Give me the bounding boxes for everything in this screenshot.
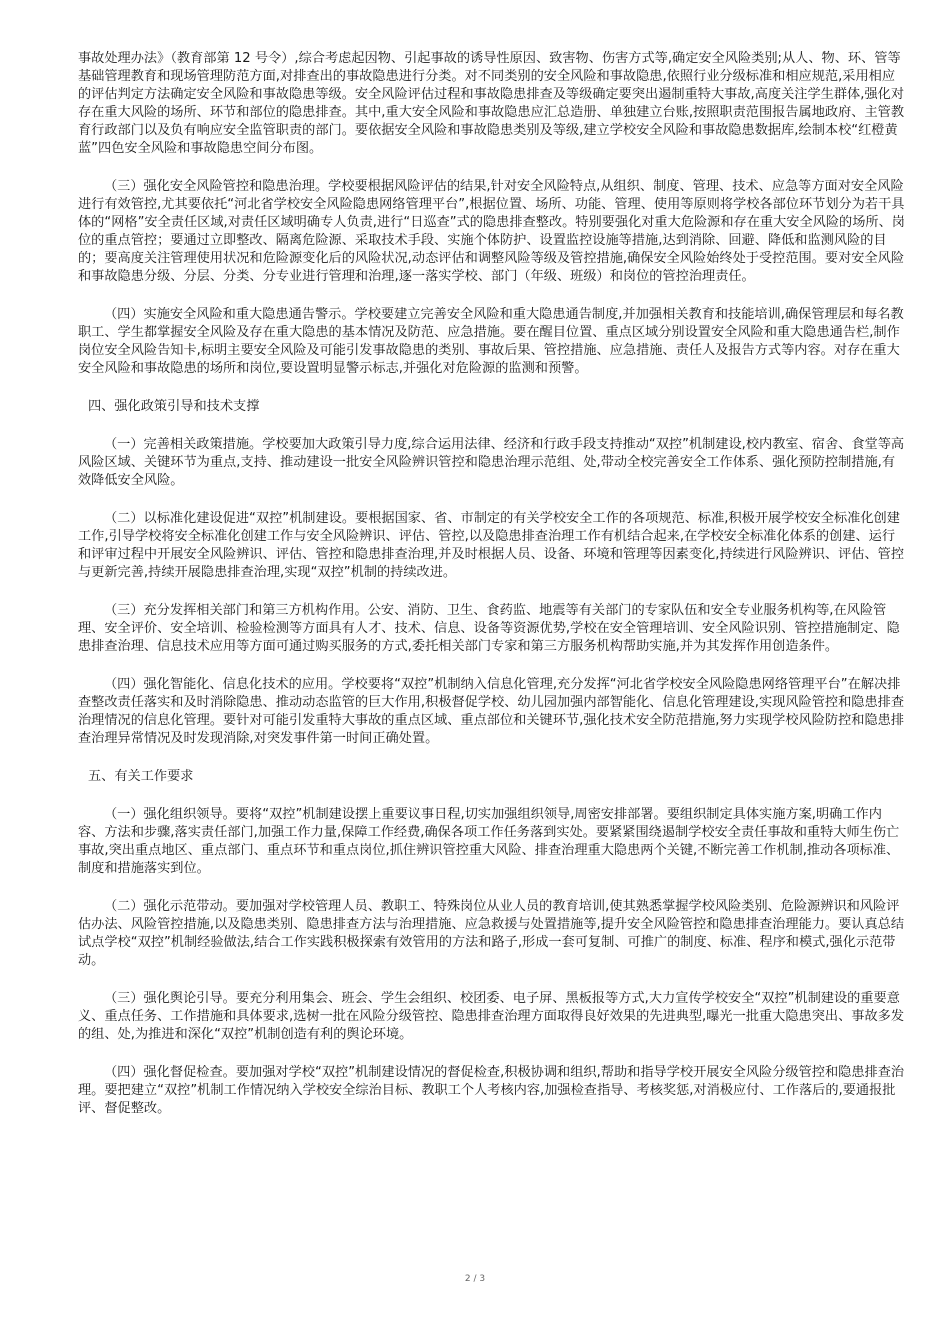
paragraph-4: （一）完善相关政策措施。学校要加大政策引导力度,综合运用法律、经济和行政手段支持推动“双控”机制建设,校内教室、宿舍、食堂等高风险区域、关键环节为重点,支持、推动建设一批安全风险辨识管控和隐患治理示范组、处,带动全校完善安全工作体系、强化预防控制措施,有效降低安全风险。 bbox=[78, 437, 905, 488]
paragraph-0: 事故处理办法》（教育部第 12 号令）,综合考虑起因物、引起事故的诱导性原因、致害物、伤害方式等,确定安全风险类别;从人、物、环、管等基础管理教育和现场管理防范方面,对排查出的事故隐患进行分类。对不同类别的安全风险和事故隐患,依照行业分级标准和相应规范,采用相应的评估判定方法确定安全风险和事故隐患等级。安全风险评估过程和事故隐患排查及等级确定要突出遏制重特大事故,高度关注学生群体,强化对存在重大风险的场所、环节和部位的隐患排查。其中,重大安全风险和事故隐患应汇总造册、单独建立台账,按照职责范围报告属地政府、主管教育行政部门以及负有响应安全监管职责的部门。要依据安全风险和事故隐患类别及等级,建立学校安全风险和事故隐患数据库,绘制本校“红橙黄蓝”四色安全风险和事故隐患空间分布图。 bbox=[78, 51, 905, 156]
paragraph-12: （四）强化督促检查。要加强对学校“双控”机制建设情况的督促检查,积极协调和组织,帮助和指导学校开展安全风险分级管控和隐患排查治理。要把建立“双控”机制工作情况纳入学校安全综治目标、教职工个人考核内容,加强检查指导、考核奖惩,对消极应付、工作落后的,要通报批评、督促整改。 bbox=[78, 1065, 905, 1116]
section-heading-5: 五、有关工作要求 bbox=[88, 769, 194, 784]
paragraph-6: （三）充分发挥相关部门和第三方机构作用。公安、消防、卫生、食药监、地震等有关部门的专家队伍和安全专业服务机构等,在风险管理、安全评价、安全培训、检验检测等方面具有人才、技术、信息、设备等资源优势,学校在安全管理培训、安全风险识别、管控措施制定、隐患排查治理、信息技术应用等方面可通过购买服务的方式,委托相关部门专家和第三方服务机构帮助实施,并为其发挥作用创造条件。 bbox=[78, 603, 900, 654]
paragraph-1: （三）强化安全风险管控和隐患治理。学校要根据风险评估的结果,针对安全风险特点,从组织、制度、管理、技术、应急等方面对安全风险进行有效管控,尤其要依托“河北省学校安全风险隐患网络管理平台”,根据位置、场所、功能、管理、使用等原则将学校各部位环节划分为若干具体的“网格”安全责任区域,对责任区域明确专人负责,进行“日巡查”式的隐患排查整改。特别要强化对重大危险源和存在重大安全风险的场所、岗位的重点管控；要通过立即整改、隔离危险源、采取技术手段、实施个体防护、设置监控设施等措施,达到消除、回避、降低和监测风险的目的；要高度关注管理使用状况和危险源变化后的风险状况,动态评估和调整风险等级及管控措施,确保安全风险始终处于受控范围。要对安全风险和事故隐患分级、分层、分类、分专业进行管理和治理,逐一落实学校、部门（年级、班级）和岗位的管控治理责任。 bbox=[78, 179, 905, 284]
paragraph-7: （四）强化智能化、信息化技术的应用。学校要将“双控”机制纳入信息化管理,充分发挥“河北省学校安全风险隐患网络管理平台”在解决排查整改责任落实和及时消除隐患、推动动态监管的巨大作用,积极督促学校、幼儿园加强内部智能化、信息化管理建设,实现风险管控和隐患排查治理情况的信息化管理。要针对可能引发重特大事故的重点区域、重点部位和关键环节,强化技术安全防范措施,努力实现学校风险防控和隐患排查治理异常情况及时发现消除,对突发事件第一时间正确处置。 bbox=[78, 677, 905, 746]
document-page bbox=[78, 50, 908, 1138]
paragraph-2: （四）实施安全风险和重大隐患通告警示。学校要建立完善安全风险和重大隐患通告制度,并加强相关教育和技能培训,确保管理层和每名教职工、学生都掌握安全风险及存在重大隐患的基本情况及防范、应急措施。要在醒目位置、重点区域分别设置安全风险和重大隐患通告栏,制作岗位安全风险告知卡,标明主要安全风险及可能引发事故隐患的类别、事故后果、管控措施、应急措施、责任人及报告方式等内容。对存在重大安全风险和事故隐患的场所和岗位,要设置明显警示标志,并强化对危险源的监测和预警。 bbox=[78, 307, 904, 376]
paragraph-9: （一）强化组织领导。要将“双控”机制建设摆上重要议事日程,切实加强组织领导,周密安排部署。要组织制定具体实施方案,明确工作内容、方法和步骤,落实责任部门,加强工作力量,保障工作经费,确保各项工作任务落到实处。要紧紧围绕遏制学校安全责任事故和重特大师生伤亡事故,突出重点地区、重点部门、重点环节和重点岗位,抓住辨识管控重大风险、排查治理重大隐患两个关键,不断完善工作机制,推动各项标准、制度和措施落实到位。 bbox=[78, 807, 900, 876]
paragraph-11: （三）强化舆论引导。要充分利用集会、班会、学生会组织、校团委、电子屏、黑板报等方式,大力宣传学校安全“双控”机制建设的重要意义、重点任务、工作措施和具体要求,选树一批在风险分级管控、隐患排查治理方面取得良好效果的先进典型,曝光一批重大隐患突出、事故多发的组、处,为推进和深化“双控”机制创造有利的舆论环境。 bbox=[78, 991, 905, 1042]
paragraph-5: （二）以标准化建设促进“双控”机制建设。要根据国家、省、市制定的有关学校安全工作的各项规范、标准,积极开展学校安全标准化创建工作,引导学校将安全标准化创建工作与安全风险辨识、评估、管控,以及隐患排查治理工作有机结合起来,在学校安全标准化体系的创建、运行和评审过程中开展安全风险辨识、评估、管控和隐患排查治理,并及时根据人员、设备、环境和管理等因素变化,持续进行风险辨识、评估、管控与更新完善,持续开展隐患排查治理,实现“双控”机制的持续改进。 bbox=[78, 511, 905, 580]
paragraph-10: （二）强化示范带动。要加强对学校管理人员、教职工、特殊岗位从业人员的教育培训,使其熟悉掌握学校风险类别、危险源辨识和风险评估办法、风险管控措施,以及隐患类别、隐患排查方法与治理措施、应急救援与处置措施等,提升安全风险管控和隐患排查治理能力。要认真总结试点学校“双控”机制经验做法,结合工作实践积极探索有效管用的方法和路子,形成一套可复制、可推广的制度、标准、程序和模式,强化示范带动。 bbox=[78, 899, 905, 968]
page-number: 2 / 3 bbox=[464, 1274, 486, 1284]
section-heading-4: 四、强化政策引导和技术支撑 bbox=[88, 399, 260, 414]
